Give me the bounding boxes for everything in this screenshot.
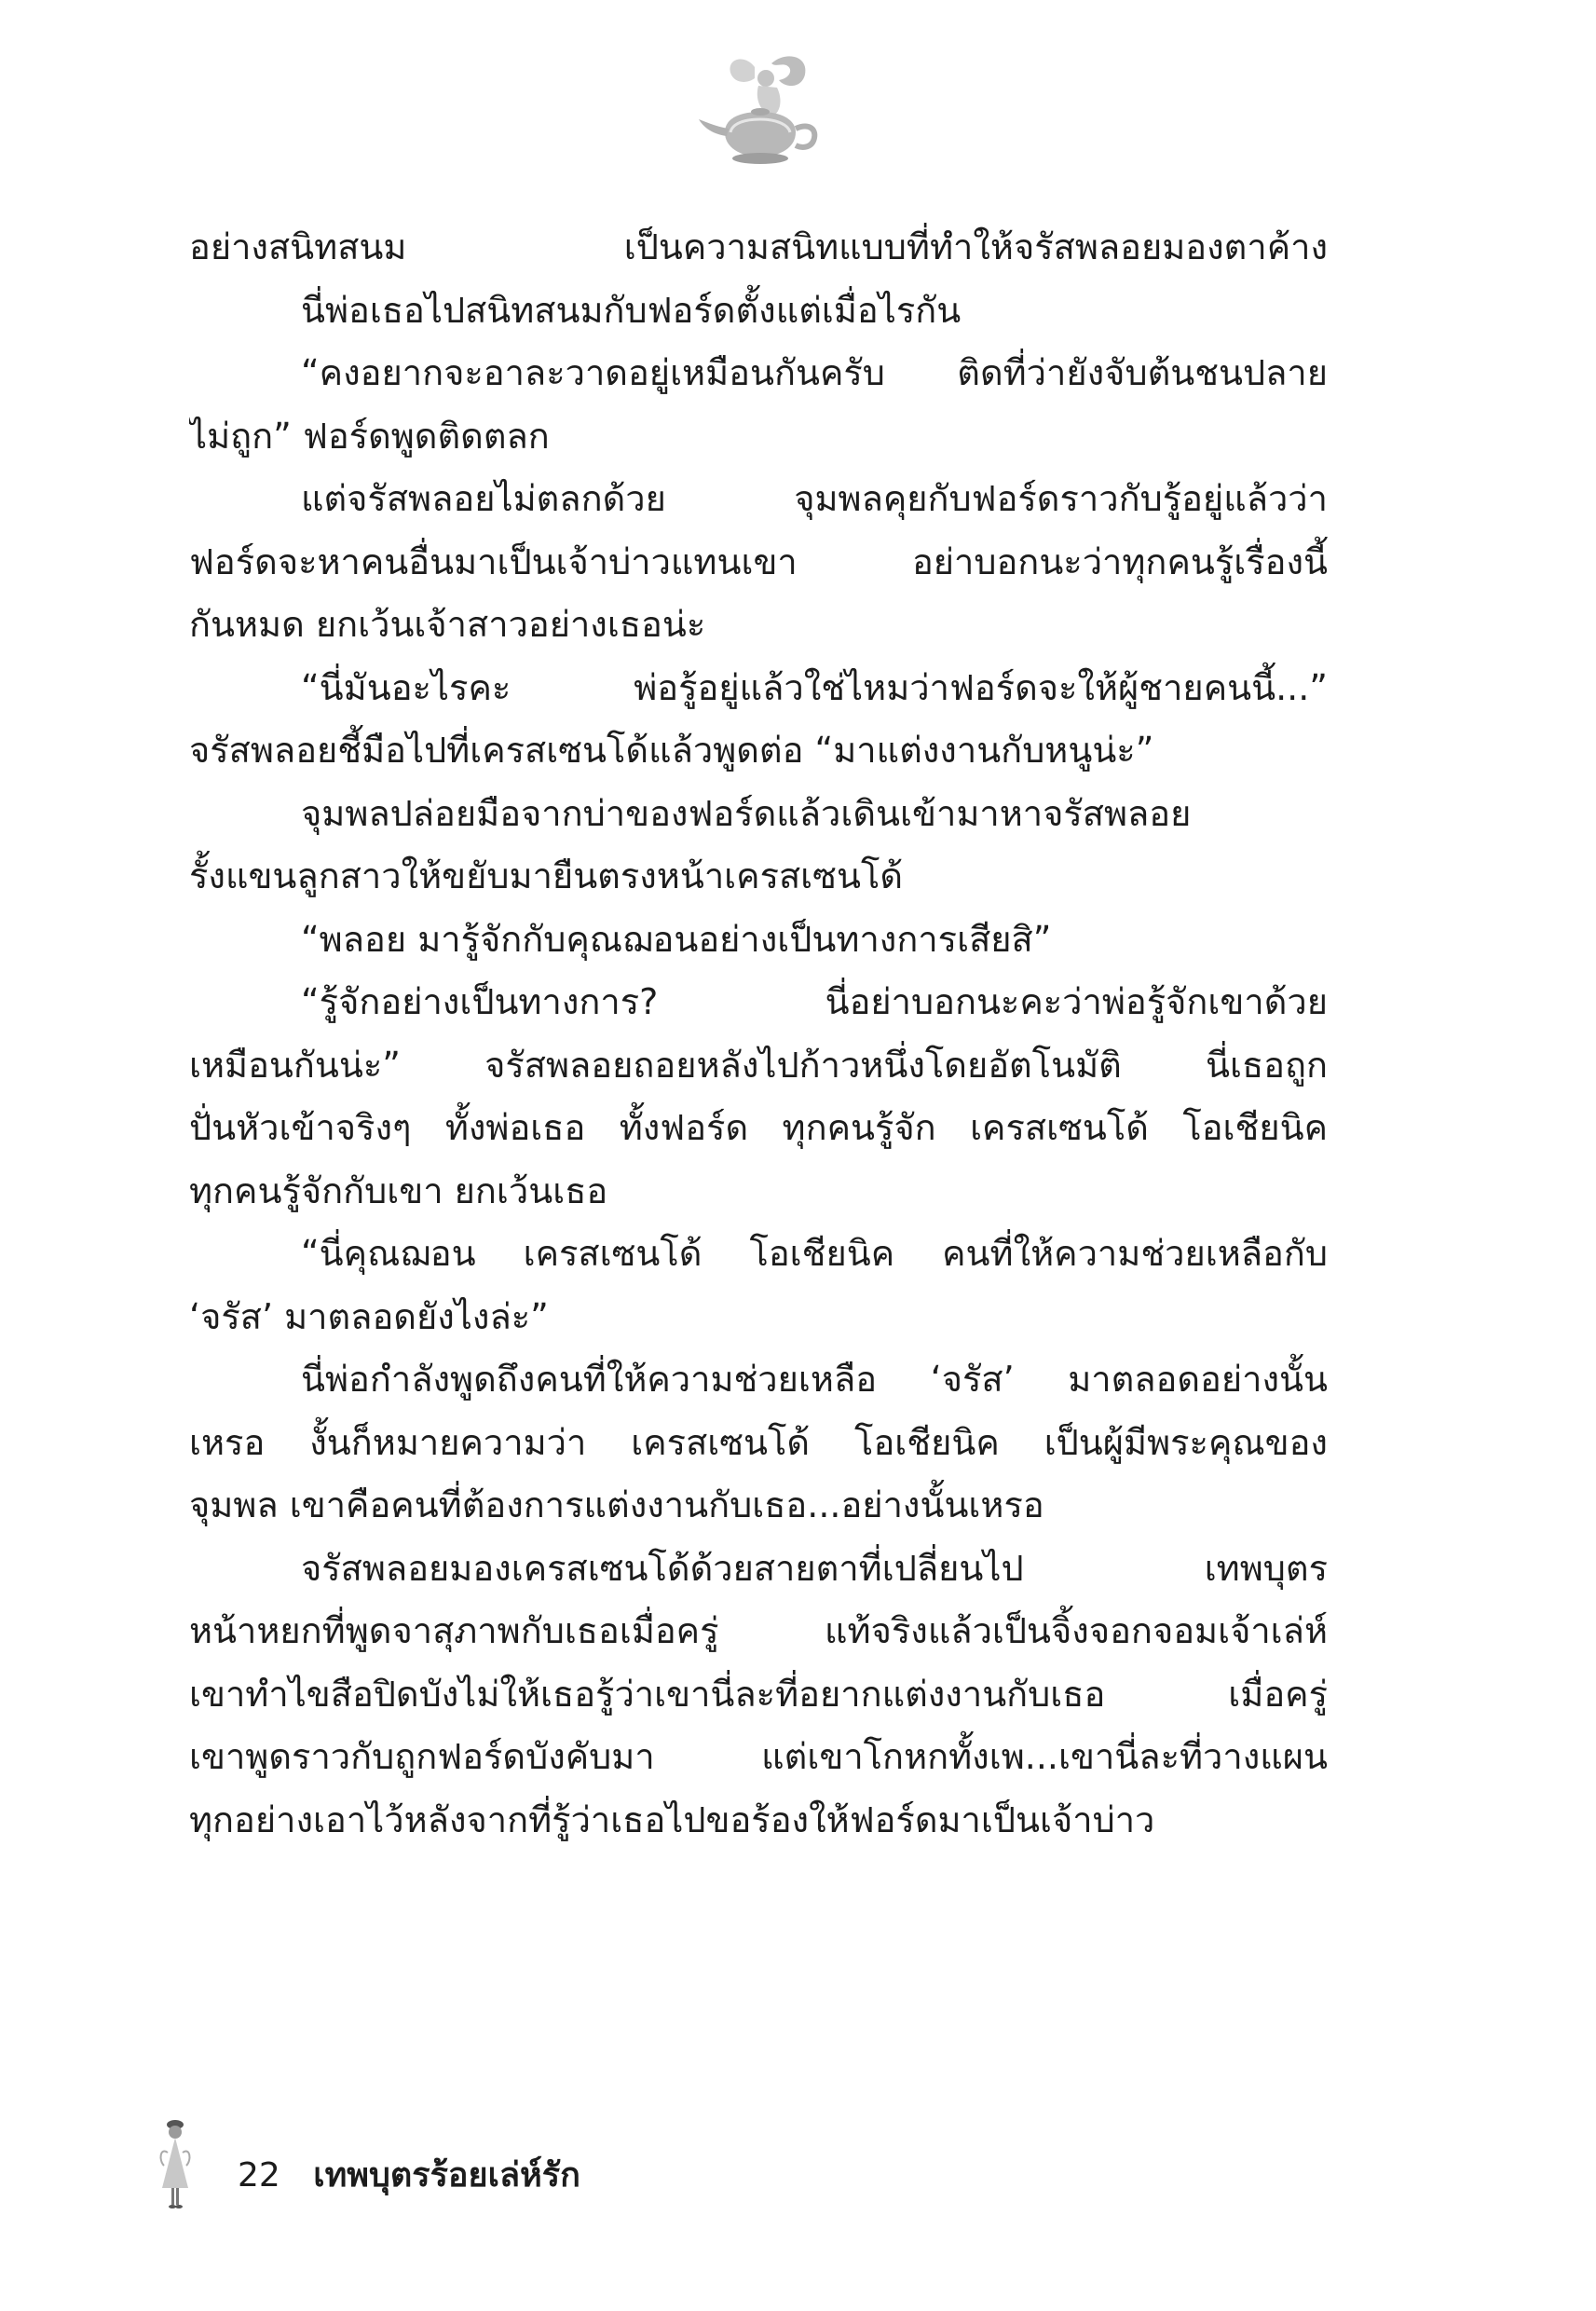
text-line: ทุกคนรู้จักกับเขา ยกเว้นเธอ [189, 1169, 608, 1211]
text-line: “นี่คุณฌอน เครสเซนโด้ โอเชียนิค คนที่ให้ความช่วยเหลือกับ [301, 1233, 1328, 1274]
text-line: “รู้จักอย่างเป็นทางการ? นี่อย่าบอกนะคะว่าพ่อรู้จักเขาด้วย [301, 981, 1328, 1022]
angel-figure-icon [157, 2115, 194, 2213]
text-line: “พลอย มารู้จักกับคุณฌอนอย่างเป็นทางการเสียสิ” [301, 918, 1052, 960]
book-title: เทพบุตรร้อยเล่ห์รัก [313, 2156, 580, 2195]
text-line: นี่พ่อเธอไปสนิทสนมกับฟอร์ดตั้งแต่เมื่อไรกัน [301, 289, 962, 331]
text-line: กันหมด ยกเว้นเจ้าสาวอย่างเธอน่ะ [189, 604, 706, 645]
page-footer [238, 2148, 580, 2201]
text-line: เหมือนกันน่ะ” จรัสพลอยถอยหลังไปก้าวหนึ่งโดยอัตโนมัติ นี่เธอถูก [189, 1044, 1328, 1086]
text-line: เขาทำไขสือปิดบังไม่ให้เธอรู้ว่าเขานี่ละที่อยากแต่งงานกับเธอ เมื่อครู่ [189, 1673, 1328, 1715]
text-line: ทุกอย่างเอาไว้หลังจากที่รู้ว่าเธอไปขอร้องให้ฟอร์ดมาเป็นเจ้าบ่าว [189, 1798, 1155, 1840]
text-line: ปั่นหัวเข้าจริงๆ ทั้งพ่อเธอ ทั้งฟอร์ด ทุกคนรู้จัก เครสเซนโด้ โอเชียนิค [189, 1107, 1328, 1148]
text-line: เขาพูดราวกับถูกฟอร์ดบังคับมา แต่เขาโกหกทั้งเพ...เขานี่ละที่วางแผน [189, 1736, 1328, 1777]
text-line: จุมพล เขาคือคนที่ต้องการแต่งงานกับเธอ...อย่างนั้นเหรอ [189, 1484, 1044, 1525]
text-line: แต่จรัสพลอยไม่ตลกด้วย จุมพลคุยกับฟอร์ดราวกับรู้อยู่แล้วว่า [301, 478, 1328, 519]
text-line: รั้งแขนลูกสาวให้ขยับมายืนตรงหน้าเครสเซนโด้ [189, 855, 904, 896]
story-text [189, 216, 1328, 1852]
cupid-teapot-ornament-icon [689, 47, 829, 186]
text-line: จรัสพลอยมองเครสเซนโด้ด้วยสายตาที่เปลี่ยนไป เทพบุตร [301, 1547, 1328, 1589]
text-line: จุมพลปล่อยมือจากบ่าของฟอร์ดแล้วเดินเข้ามาหาจรัสพลอย [301, 792, 1192, 834]
text-line: หน้าหยกที่พูดจาสุภาพกับเธอเมื่อครู่ แท้จริงแล้วเป็นจิ้งจอกจอมเจ้าเล่ห์ [189, 1610, 1328, 1651]
text-line: ‘จรัส’ มาตลอดยังไงล่ะ” [189, 1295, 549, 1337]
page-number: 22 [238, 2156, 280, 2195]
text-line: “นี่มันอะไรคะ พ่อรู้อยู่แล้วใช่ไหมว่าฟอร์ดจะให้ผู้ชายคนนี้...” [301, 666, 1328, 708]
text-line: เหรอ งั้นก็หมายความว่า เครสเซนโด้ โอเชียนิค เป็นผู้มีพระคุณของ [189, 1421, 1328, 1463]
text-line: ไม่ถูก” ฟอร์ดพูดติดตลก [189, 415, 550, 457]
text-line: นี่พ่อกำลังพูดถึงคนที่ให้ความช่วยเหลือ ‘จรัส’ มาตลอดอย่างนั้น [301, 1359, 1328, 1400]
text-line: อย่างสนิทสนม เป็นความสนิทแบบที่ทำให้จรัสพลอยมองตาค้าง [189, 226, 1328, 267]
text-line: ฟอร์ดจะหาคนอื่นมาเป็นเจ้าบ่าวแทนเขา อย่าบอกนะว่าทุกคนรู้เรื่องนี้ [189, 540, 1328, 582]
text-line: จรัสพลอยชี้มือไปที่เครสเซนโด้แล้วพูดต่อ “มาแต่งงานกับหนูน่ะ” [189, 730, 1154, 771]
text-line: “คงอยากจะอาละวาดอยู่เหมือนกันครับ ติดที่ว่ายังจับต้นชนปลาย [301, 352, 1328, 393]
